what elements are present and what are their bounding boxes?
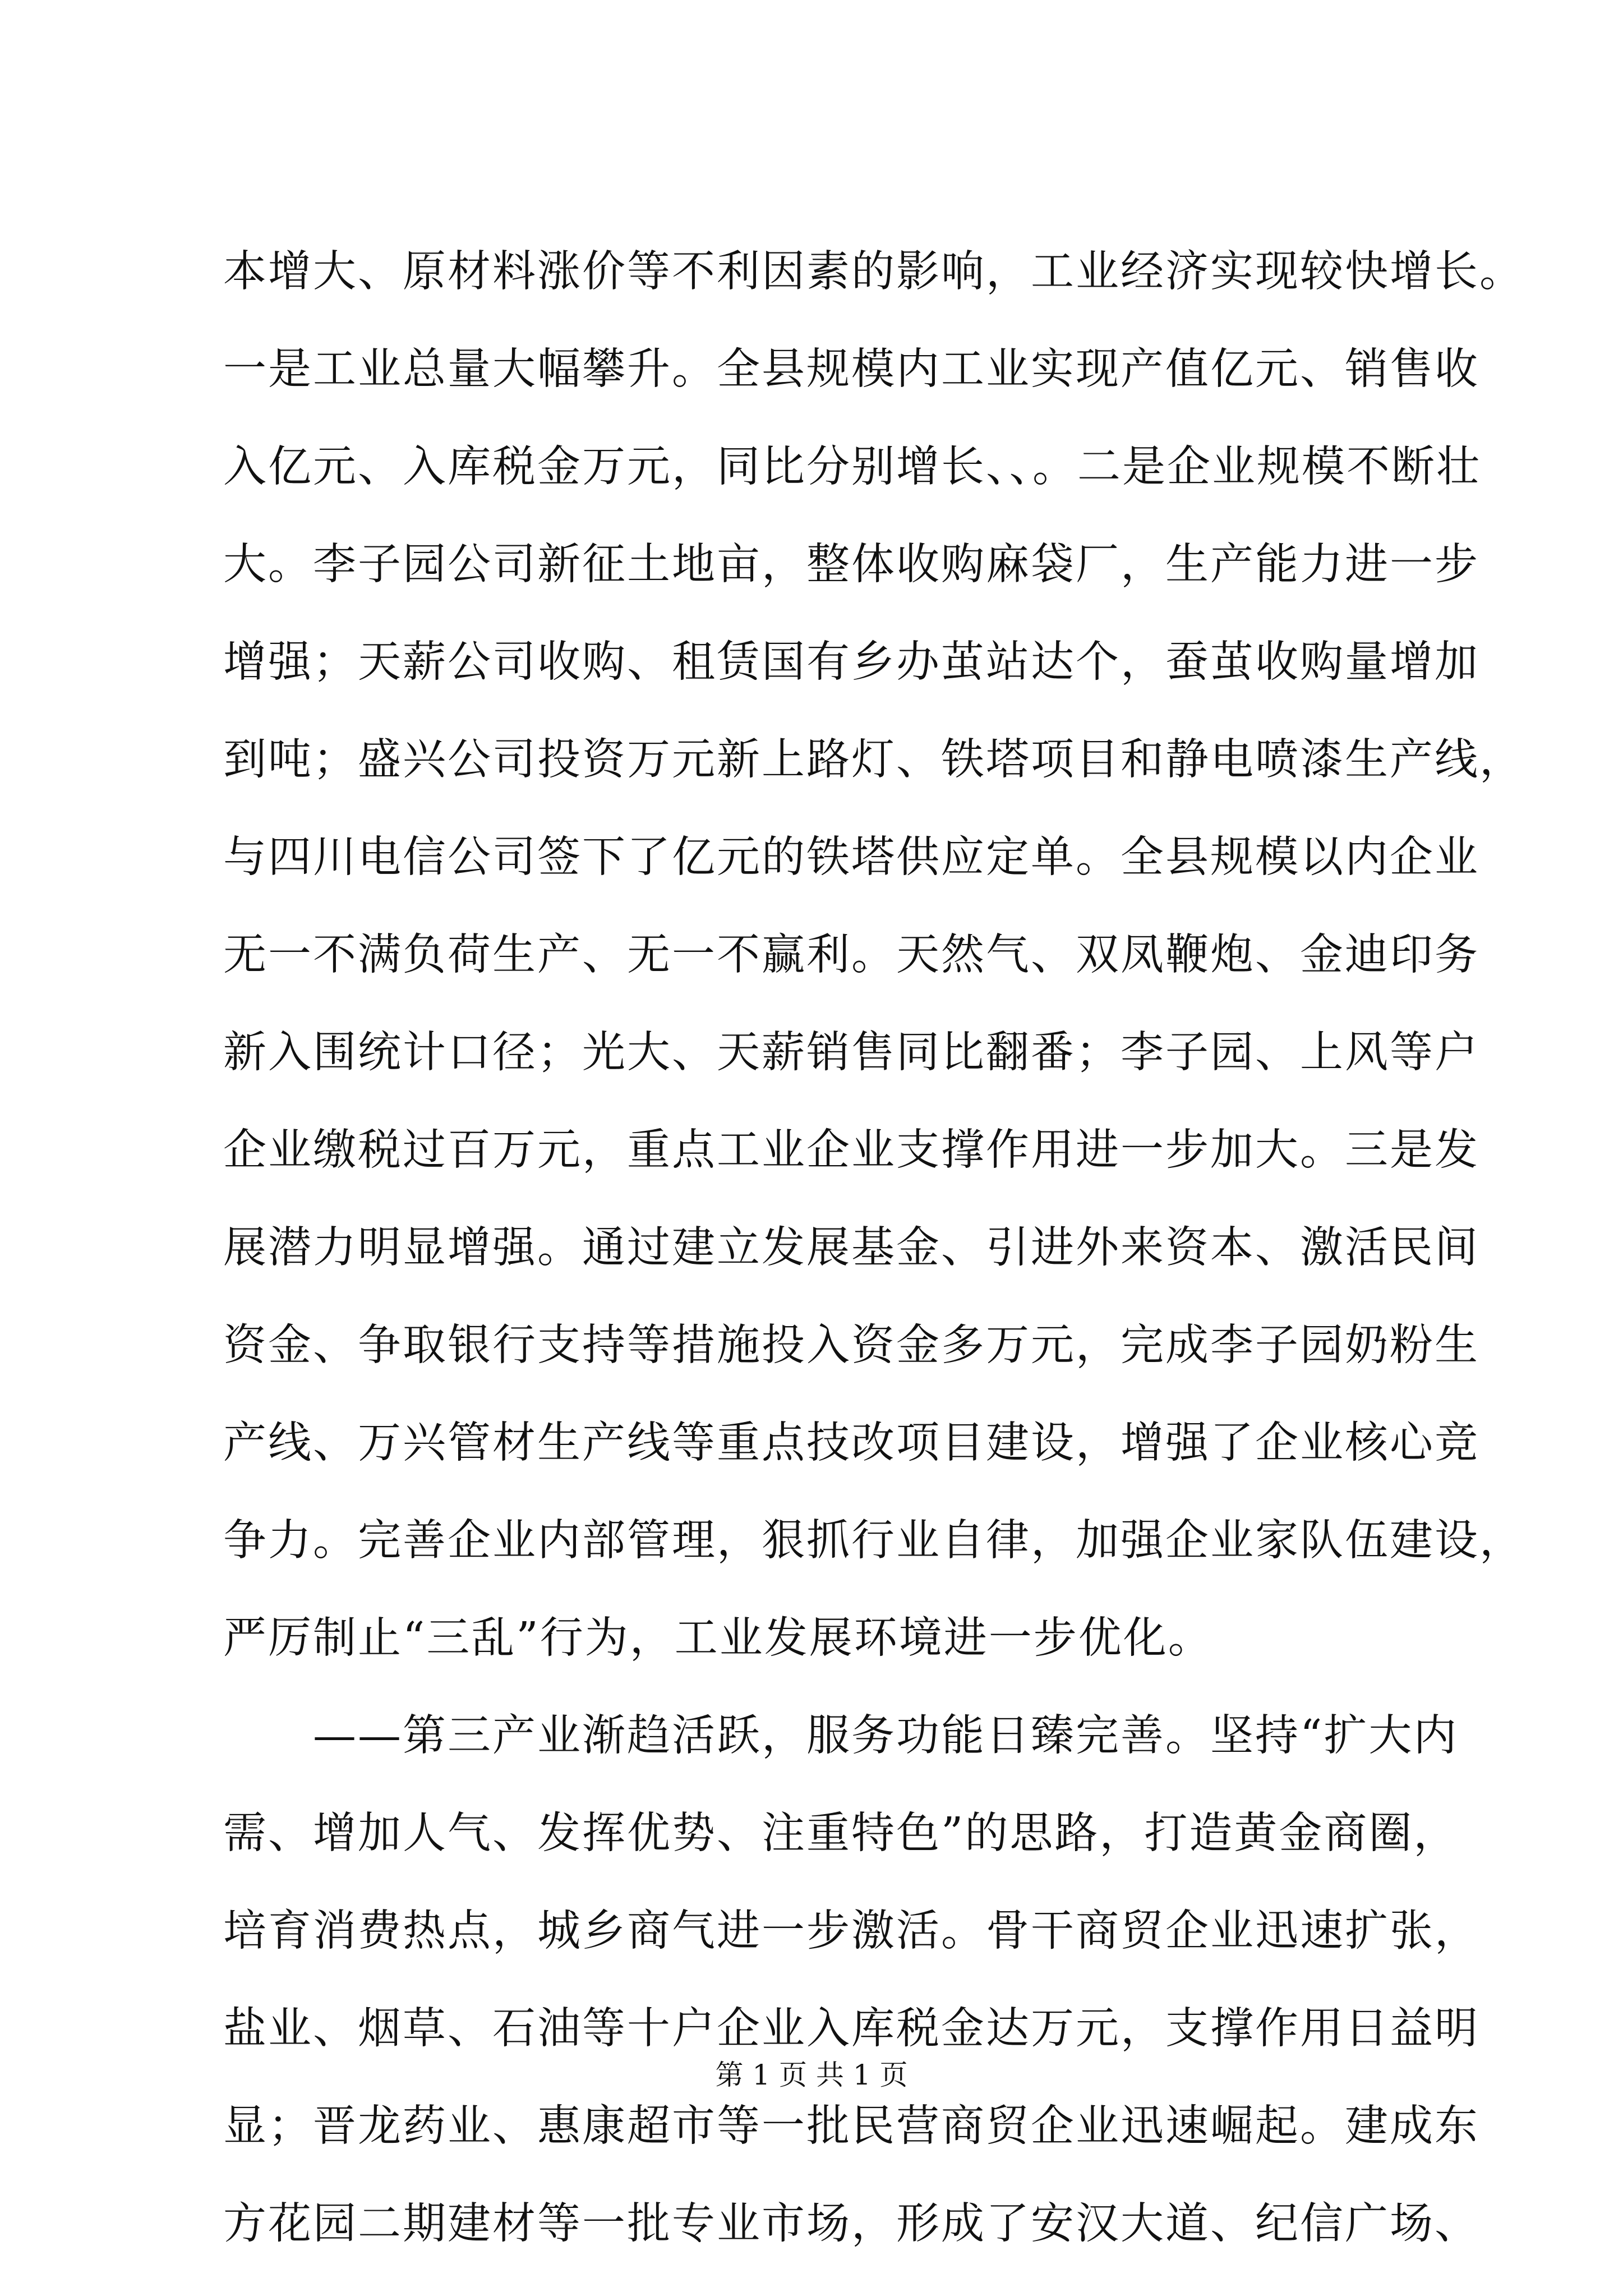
text-line: 一是工业总量大幅攀升。全县规模内工业实现产值亿元、销售收	[223, 344, 1479, 394]
text-line: 产线、万兴管材生产线等重点技改项目建设，增强了企业核心竞	[223, 1418, 1479, 1468]
text-line: 严厉制止“三乱”行为，工业发展环境进一步优化。	[223, 1613, 1213, 1663]
page-footer: 第 1 页 共 1 页	[715, 2059, 908, 2091]
text-line: 无一不满负荷生产、无一不赢利。天然气、双凤鞭炮、金迪印务	[223, 930, 1479, 980]
text-line: 本增大、原材料涨价等不利因素的影响，工业经济实现较快增长。	[223, 247, 1524, 297]
text-line: 大。李子园公司新征土地亩，整体收购麻袋厂，生产能力进一步	[223, 540, 1479, 590]
text-line: 入亿元、入库税金万元，同比分别增长、、。二是企业规模不断壮	[223, 442, 1481, 492]
text-line: 资金、争取银行支持等措施投入资金多万元，完成李子园奶粉生	[223, 1320, 1479, 1370]
body-text	[223, 223, 1524, 2273]
text-line: 需、增加人气、发挥优势、注重特色”的思路，打造黄金商圈，	[223, 1809, 1459, 1858]
text-line: 显；晋龙药业、惠康超市等一批民营商贸企业迅速崛起。建成东	[223, 2101, 1479, 2151]
text-line: 新入围统计口径；光大、天薪销售同比翻番；李子园、上风等户	[223, 1028, 1479, 1078]
text-line: 与四川电信公司签下了亿元的铁塔供应定单。全县规模以内企业	[223, 832, 1479, 882]
paragraph-start-line: ——第三产业渐趋活跃，服务功能日臻完善。坚持“扩大内	[313, 1711, 1459, 1761]
text-line: 展潜力明显增强。通过建立发展基金、引进外来资本、激活民间	[223, 1223, 1479, 1273]
text-line: 盐业、烟草、石油等十户企业入库税金达万元，支撑作用日益明	[223, 2004, 1479, 2054]
text-line: 培育消费热点，城乡商气进一步激活。骨干商贸企业迅速扩张，	[223, 1906, 1479, 1956]
text-line: 增强；天薪公司收购、租赁国有乡办茧站达个，蚕茧收购量增加	[223, 637, 1479, 687]
text-line: 到吨；盛兴公司投资万元新上路灯、铁塔项目和静电喷漆生产线，	[223, 735, 1524, 785]
text-line: 争力。完善企业内部管理，狠抓行业自律，加强企业家队伍建设，	[223, 1516, 1524, 1566]
text-line: 企业缴税过百万元，重点工业企业支撑作用进一步加大。三是发	[223, 1125, 1479, 1175]
text-line: 方花园二期建材等一批专业市场，形成了安汉大道、纪信广场、	[223, 2199, 1479, 2249]
